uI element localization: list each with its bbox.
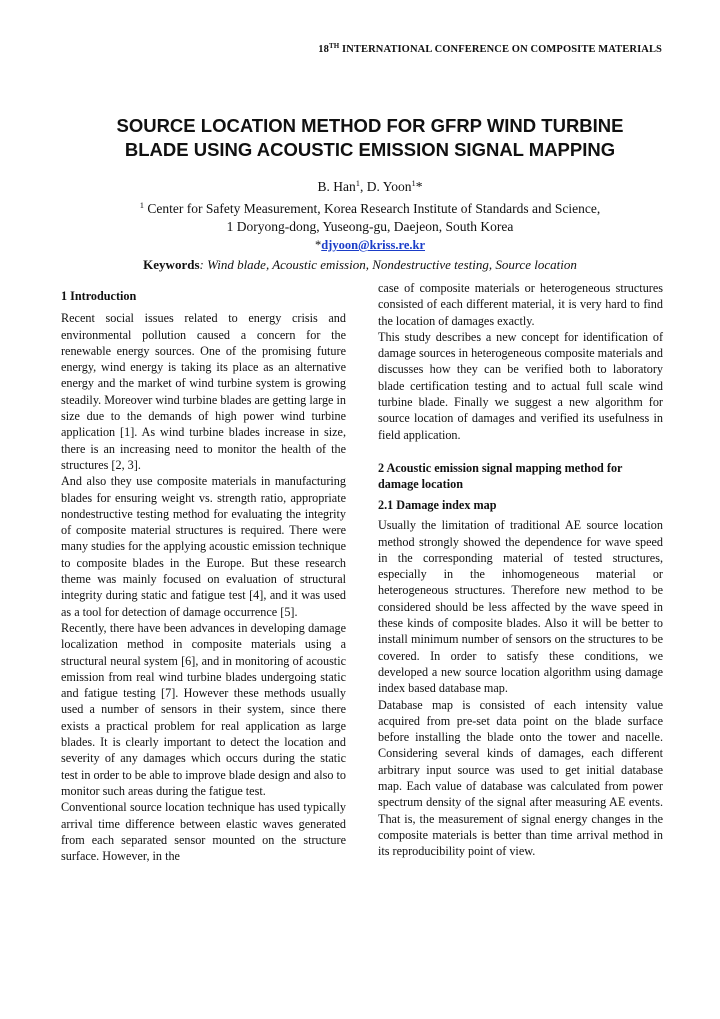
- title-line-1: SOURCE LOCATION METHOD FOR GFRP WIND TURBINE: [116, 115, 624, 136]
- email-prefix: *: [314, 238, 322, 252]
- left-column: [61, 288, 346, 864]
- author-2: D. Yoon: [366, 179, 412, 194]
- email-link[interactable]: djyoon@kriss.re.kr: [321, 238, 426, 252]
- right-paragraph-1: case of composite materials or heterogeneous structures consisted of each different material, it is very hard to find the location of damages exactly.: [378, 281, 663, 328]
- affiliation-line-1: [60, 196, 680, 218]
- author-1: B. Han: [317, 179, 356, 194]
- conference-ordinal: TH: [329, 42, 340, 50]
- title-line-2: BLADE USING ACOUSTIC EMISSION SIGNAL MAPPING: [124, 139, 616, 160]
- subsection-2-1-heading: 2.1 Damage index map: [378, 497, 497, 512]
- right-paragraph-4: Database map is consisted of each intensity value acquired from pre-set data point on the blade surface before installing the blade onto the tower and nacelle. Considering several kinds of damages, each different arbitrary input source was used to get initial database map. Each value of database was calculated from power spectrum density of the signal after measuring AE events. That is, the measurement of signal energy changes in the composite materials is better than time arrival method in its reproducibility point of view.: [378, 697, 663, 859]
- keywords-line: [0, 257, 720, 273]
- intro-paragraph-1: Recent social issues related to energy crisis and environmental pollution caused a concern for the renewable energy sources. One of the promising future energy, wind energy is taking its place as an alternative energy and the market of wind turbine system is growing steadily. Moreover wind turbine blades are getting large in size due to the demands of high power wind turbine application [1]. As wind turbine blades increase in size, there is an increasing need to monitor the health of the structures [2, 3].: [61, 311, 346, 472]
- author-names: [60, 174, 680, 196]
- conference-name: INTERNATIONAL CONFERENCE ON COMPOSITE MATERIALS: [339, 44, 662, 55]
- paper-title: [60, 114, 680, 162]
- right-column: [378, 280, 663, 860]
- section-gap: [378, 443, 663, 460]
- intro-paragraph-2: And also they use composite materials in manufacturing blades for ensuring weight vs. strength ratio, appropriate nondestructive testing method for evaluating the integrity of composite material structures is required. There were many studies for the applying acoustic emission technique to composite blades in the Europe. But these research theme was mainly focused on evaluation of structural integrity during static and fatigue test [4], and it was used as a tool for detection of damage occurrence [5].: [61, 474, 346, 619]
- right-paragraph-2: This study describes a new concept for identification of damage sources in heterogeneous composite materials and discusses how they can be verified both to laboratory blade certification testing and to actual full scale wind turbine blade. Finally we suggest a new algorithm for source location of damages and verified its usefulness in field application.: [378, 329, 663, 442]
- conference-header: [0, 42, 662, 55]
- affiliation-number: 1: [139, 200, 145, 210]
- affiliation-text-1: Center for Safety Measurement, Korea Research Institute of Standards and Science,: [144, 201, 601, 216]
- keywords-label: Keywords: [143, 257, 200, 272]
- email-line: [60, 236, 680, 254]
- affiliation-line-2: 1 Doryong-dong, Yuseong-gu, Daejeon, South Korea: [226, 219, 514, 234]
- section-2-heading: 2 Acoustic emission signal mapping method for damage location: [378, 460, 623, 491]
- right-paragraph-3: Usually the limitation of traditional AE source location method strongly showed the dependence for wave speed in the corresponding material of tested structures, especially in the inhomogeneous material or heterogeneous structures. Therefore new method to be considered should be less affected by the wave speed in these kinds of composite blades. Also it will be better to install minimum number of sensors on the structures to be covered. In order to satisfy these conditions, we developed a new source location algorithm using damage index based database map.: [378, 518, 663, 696]
- corresponding-mark: *: [415, 179, 423, 194]
- intro-paragraph-3: Recently, there have been advances in developing damage localization method in composite materials using a structural neural system [6], and in monitoring of acoustic emission from real wind turbine blades undergoing static and fatigue testing [7]. However these methods usually used a number of sensors in their system, since there exists a practical problem for real application as large blades. It is clearly important to detect the location and severity of any damages which occurs during the static test in order to be able to improve blade design and also to monitor such areas during the fatigue test.: [61, 620, 346, 798]
- author-block: [60, 174, 680, 254]
- section-1-heading: 1 Introduction: [61, 289, 137, 303]
- author-separator: ,: [360, 179, 367, 194]
- keywords-text: : Wind blade, Acoustic emission, Nondestructive testing, Source location: [199, 257, 577, 272]
- author-1-affil: 1: [355, 178, 361, 188]
- author-2-affil: 1: [411, 178, 416, 188]
- intro-paragraph-4: Conventional source location technique has used typically arrival time difference between elastic waves generated from each separated sensor mounted on the structure surface. However, in the: [61, 800, 346, 864]
- conference-number: 18: [318, 44, 329, 55]
